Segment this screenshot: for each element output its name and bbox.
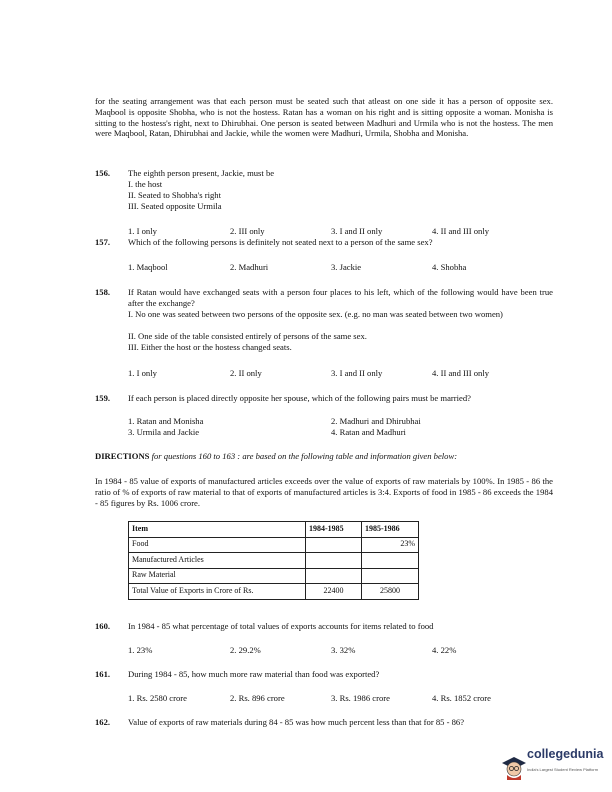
- option: 4. Shobha: [432, 262, 467, 272]
- option: 4. II and III only: [432, 226, 490, 236]
- table-cell: [362, 568, 419, 584]
- question-number: 159.: [95, 393, 111, 403]
- header-year: 1984-1985: [306, 522, 362, 538]
- exports-table: [128, 521, 419, 600]
- option: 3. Urmila and Jackie: [128, 427, 200, 437]
- option: 2. Madhuri: [230, 262, 269, 272]
- statement-line: I. No one was seated between two persons of the opposite sex. (e.g. no man was seated between two women): [128, 309, 503, 319]
- question-number: 156.: [95, 168, 111, 178]
- option: 2. Madhuri and Dhirubhai: [331, 416, 421, 426]
- option: 4. Ratan and Madhuri: [331, 427, 406, 437]
- statement-line: I. the host: [128, 179, 163, 189]
- question-text: If Ratan would have exchanged seats with a person four places to his left, which of the following would have been true after the exchange?: [128, 287, 553, 308]
- option: 2. 29.2%: [230, 645, 261, 655]
- table-cell: [362, 553, 419, 569]
- option: 2. Rs. 896 crore: [230, 693, 285, 703]
- table-cell: Food: [129, 537, 306, 553]
- option: 1. I only: [128, 368, 157, 378]
- logo-tagline: India's Largest Student Review Platform: [527, 767, 599, 772]
- table-cell: 23%: [362, 537, 419, 553]
- table-row: [129, 553, 419, 569]
- table-cell: [306, 568, 362, 584]
- question-text: Which of the following persons is definitely not seated next to a person of the same sex?: [128, 237, 433, 247]
- header-item: Item: [129, 522, 306, 538]
- table-cell: [306, 537, 362, 553]
- option: 3. Rs. 1986 crore: [331, 693, 390, 703]
- table-cell: Manufactured Articles: [129, 553, 306, 569]
- question-number: 158.: [95, 287, 111, 297]
- option: 2. III only: [230, 226, 265, 236]
- statement-line: III. Seated opposite Urmila: [128, 201, 222, 211]
- table-row: [129, 537, 419, 553]
- table-row: [129, 568, 419, 584]
- table-row: [129, 584, 419, 600]
- option: 4. 22%: [432, 645, 457, 655]
- statement-line: III. Either the host or the hostess changed seats.: [128, 342, 292, 352]
- table-cell: [306, 553, 362, 569]
- question-number: 162.: [95, 717, 111, 727]
- table-cell: 25800: [362, 584, 419, 600]
- logo-wordmark: collegedunia: [527, 747, 604, 761]
- option: 3. I and II only: [331, 368, 383, 378]
- option: 3. 32%: [331, 645, 356, 655]
- option: 4. II and III only: [432, 368, 490, 378]
- question-number: 160.: [95, 621, 111, 631]
- question-text: If each person is placed directly opposite her spouse, which of the following pairs must be married?: [128, 393, 471, 403]
- option: 4. Rs. 1852 crore: [432, 693, 491, 703]
- statement-line: II. Seated to Shobha's right: [128, 190, 221, 200]
- option: 1. I only: [128, 226, 157, 236]
- statement-line: II. One side of the table consisted entirely of persons of the same sex.: [128, 331, 367, 341]
- option: 1. 23%: [128, 645, 153, 655]
- intro-paragraph: for the seating arrangement was that each person must be seated such that atleast on one side it has a person of opposite sex. Maqbool is opposite Shobha, who is not the hostess. Ratan has a woman on his right and is sitting opposite a woman. Monisha is sitting to the hostess's right, next to Dhirubhai. One person is seated between Madhuri and Urmila who is not the hostess. The men were Maqbool, Ratan, Dhirubhai and Jackie, while the women were Madhuri, Urmila, Shobha and Monisha.: [95, 96, 553, 139]
- question-text: During 1984 - 85, how much more raw material than food was exported?: [128, 669, 380, 679]
- option: 1. Ratan and Monisha: [128, 416, 204, 426]
- option: 1. Maqbool: [128, 262, 168, 272]
- question-text: In 1984 - 85 what percentage of total values of exports accounts for items related to food: [128, 621, 434, 631]
- question-text: Value of exports of raw materials during 84 - 85 was how much percent less than that for 85 - 86?: [128, 717, 465, 727]
- table-cell: Total Value of Exports in Crore of Rs.: [129, 584, 306, 600]
- question-text: The eighth person present, Jackie, must be: [128, 168, 275, 178]
- option: 2. II only: [230, 368, 262, 378]
- table-header-row: [129, 522, 419, 538]
- table-cell: 22400: [306, 584, 362, 600]
- question-number: 157.: [95, 237, 111, 247]
- info-paragraph: In 1984 - 85 value of exports of manufactured articles exceeds over the value of exports of raw materials by 100%. In 1985 - 86 the ratio of % of exports of raw material to that of exports of manufactured articles is 3:4. Exports of food in 1985 - 86 exceeds the 1984 - 85 figures by Rs. 1006 crore.: [95, 476, 553, 508]
- question-number: 161.: [95, 669, 111, 679]
- header-year: 1985-1986: [362, 522, 419, 538]
- table-cell: Raw Material: [129, 568, 306, 584]
- option: 3. I and II only: [331, 226, 383, 236]
- face-icon: [507, 762, 521, 776]
- option: 3. Jackie: [331, 262, 362, 272]
- option: 1. Rs. 2580 crore: [128, 693, 187, 703]
- directions-heading: DIRECTIONS for questions 160 to 163 : are based on the following table and information given below:: [95, 451, 458, 461]
